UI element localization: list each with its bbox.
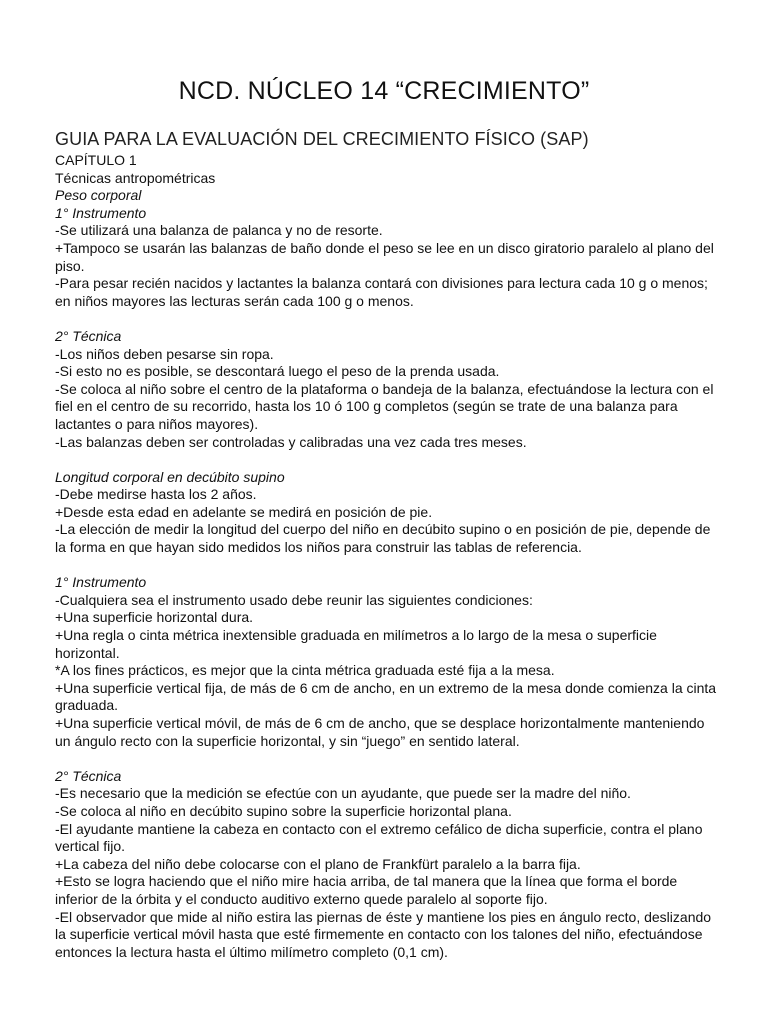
paragraph-line: -Es necesario que la medición se efectúe con un ayudante, que puede ser la madre del niño.	[55, 785, 631, 802]
paragraph-line: -Se utilizará una balanza de palanca y no de resorte.	[55, 222, 383, 239]
paragraph-line: -Si esto no es posible, se descontará luego el peso de la prenda usada.	[55, 363, 500, 380]
paragraph-line: -Las balanzas deben ser controladas y calibradas una vez cada tres meses.	[55, 433, 527, 450]
paragraph-line: +Tampoco se usarán las balanzas de baño donde el peso se lee en un disco giratorio paralelo al plano del piso.	[55, 239, 714, 274]
document-title: NCD. NÚCLEO 14 “CRECIMIENTO”	[178, 77, 590, 105]
peso-instrumento-heading: 1° Instrumento	[55, 204, 147, 221]
paragraph-line: -Los niños deben pesarse sin ropa.	[55, 345, 274, 362]
peso-heading: Peso corporal	[55, 187, 142, 204]
paragraph-line: +Una superficie vertical fija, de más de 6 cm de ancho, en un extremo de la mesa donde comienza la cinta graduada.	[55, 679, 717, 714]
paragraph-line: -Para pesar recién nacidos y lactantes la balanza contará con divisiones para lectura cada 10 g o menos; en niños mayores las lecturas serán cada 100 g o menos.	[55, 275, 708, 309]
paragraph-line: -El observador que mide al niño estira las piernas de éste y mantiene los pies en ángulo recto, deslizando la superficie vertical móvil hasta que esté firmemente en contacto con los talones del niño, efectuándose entonces la lectura hasta el último milímetro completo (0,1 cm).	[55, 908, 712, 960]
paragraph-gap	[55, 451, 723, 469]
paragraph-line: *A los fines prácticos, es mejor que la cinta métrica graduada esté fija a la mesa.	[55, 662, 555, 679]
longitud-heading: Longitud corporal en decúbito supino	[55, 468, 285, 485]
paragraph-line: +Una regla o cinta métrica inextensible graduada en milímetros a lo largo de la mesa o superficie horizontal.	[55, 627, 657, 661]
paragraph-line: -Se coloca al niño sobre el centro de la plataforma o bandeja de la balanza, efectuándose la lectura con el fiel en el centro de su recorrido, hasta los 10 ó 100 g completos (según se trate de una balanza para lactantes o para niños mayores).	[55, 380, 714, 432]
paragraph-line: -Cualquiera sea el instrumento usado debe reunir las siguientes condiciones:	[55, 591, 533, 608]
paragraph-line: +Esto se logra haciendo que el niño mire hacia arriba, de tal manera que la línea que forma el borde inferior de la órbita y el conducto auditivo externo quede paralelo al soporte fijo.	[55, 873, 678, 907]
peso-tecnica-heading: 2° Técnica	[55, 327, 122, 344]
section-heading: Técnicas antropométricas	[55, 169, 216, 186]
paragraph-line: -Debe medirse hasta los 2 años.	[55, 486, 257, 503]
paragraph-line: -El ayudante mantiene la cabeza en contacto con el extremo cefálico de dicha superficie, contra el plano vertical fijo.	[55, 820, 703, 855]
paragraph-line: +La cabeza del niño debe colocarse con el plano de Frankfürt paralelo a la barra fija.	[55, 855, 581, 872]
paragraph-line: -Se coloca al niño en decúbito supino sobre la superficie horizontal plana.	[55, 802, 512, 819]
paragraph-gap	[55, 750, 723, 768]
paragraph-gap	[55, 557, 723, 575]
paragraph-line: -La elección de medir la longitud del cuerpo del niño en decúbito supino o en posición de pie, depende de la forma en que hayan sido medidos los niños para construir las tablas de referencia.	[55, 521, 711, 556]
document-subtitle: GUIA PARA LA EVALUACIÓN DEL CRECIMIENTO FÍSICO (SAP)	[55, 129, 589, 149]
paragraph-line: +Una superficie horizontal dura.	[55, 609, 254, 626]
document-body	[55, 152, 723, 961]
paragraph-gap	[55, 310, 723, 328]
chapter-heading: CAPÍTULO 1	[55, 152, 137, 168]
paragraph-line: +Desde esta edad en adelante se medirá en posición de pie.	[55, 503, 433, 520]
longitud-instrumento-heading: 1° Instrumento	[55, 574, 147, 591]
paragraph-line: +Una superficie vertical móvil, de más de 6 cm de ancho, que se desplace horizontalmente manteniendo un ángulo recto con la superficie horizontal, y sin “juego” en sentido lateral.	[55, 715, 705, 749]
longitud-tecnica-heading: 2° Técnica	[55, 767, 122, 784]
